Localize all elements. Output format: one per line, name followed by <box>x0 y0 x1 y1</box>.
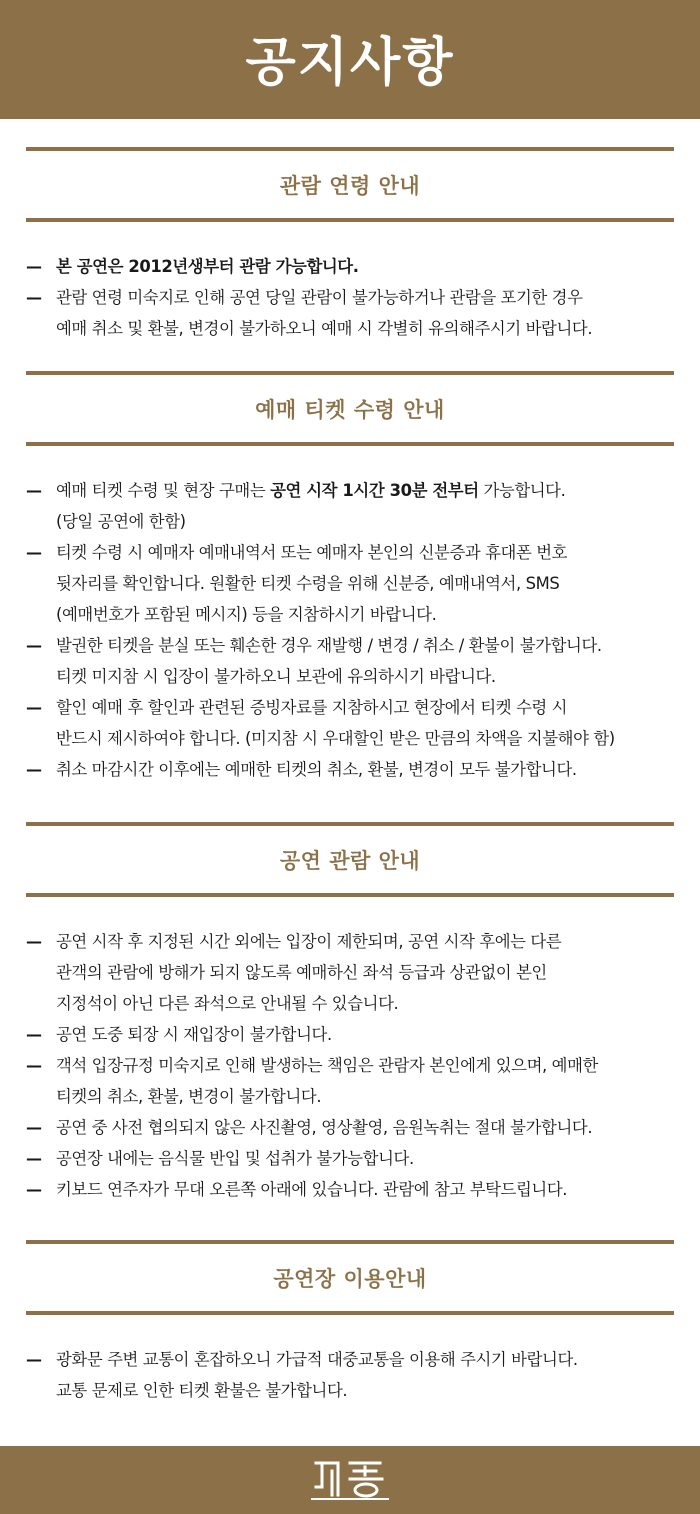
notice-line <box>56 1344 674 1375</box>
dash-bullet-icon: — <box>26 543 42 562</box>
notice-segment: 교통 문제로 인한 티켓 환불은 불가합니다. <box>56 1381 348 1400</box>
notice-item <box>26 1019 674 1050</box>
notice-line <box>56 282 674 313</box>
notice-segment: 예매 티켓 수령 및 현장 구매는 <box>56 481 271 500</box>
notice-text <box>56 1174 674 1205</box>
dash-bullet-icon: — <box>26 257 42 276</box>
notice-line <box>56 988 674 1019</box>
notice-item <box>26 1143 674 1174</box>
notice-segment: 발권한 티켓을 분실 또는 훼손한 경우 재발행 / 변경 / 취소 / 환불이 불가합니다. <box>56 636 602 655</box>
notice-text <box>56 754 674 785</box>
section-header <box>26 371 674 446</box>
section-title: 관람 연령 안내 <box>279 173 421 198</box>
notice-item <box>26 251 674 282</box>
dash-bullet-icon: — <box>26 1350 42 1369</box>
notice-text <box>56 630 674 692</box>
section-ticket-pickup <box>26 371 674 785</box>
notice-line <box>56 537 674 568</box>
notice-text <box>56 1019 674 1050</box>
notice-segment: 객석 입장규정 미숙지로 인해 발생하는 책임은 관람자 본인에게 있으며, 예매한 <box>56 1056 598 1075</box>
notice-item <box>26 475 674 537</box>
notice-item <box>26 754 674 785</box>
notice-item <box>26 1174 674 1205</box>
notice-line <box>56 1019 674 1050</box>
notice-line <box>56 692 674 723</box>
notice-line <box>56 1112 674 1143</box>
notice-line <box>56 568 674 599</box>
page-title: 공지사항 <box>245 33 455 93</box>
notice-segment: 티켓 수령 시 예매자 예매내역서 또는 예매자 본인의 신분증과 휴대폰 번호 <box>56 543 568 562</box>
notice-segment: 예매 취소 및 환불, 변경이 불가하오니 예매 시 각별히 유의해주시기 바랍니다. <box>56 319 593 338</box>
notice-segment: 지정석이 아닌 다른 좌석으로 안내될 수 있습니다. <box>56 994 399 1013</box>
notice-line <box>56 1375 674 1406</box>
page-header <box>0 0 700 119</box>
notice-line <box>56 1081 674 1112</box>
notice-text <box>56 537 674 630</box>
notice-line <box>56 251 674 282</box>
dash-bullet-icon: — <box>26 1118 42 1137</box>
notice-list <box>26 926 674 1205</box>
notice-item <box>26 1112 674 1143</box>
notice-line <box>56 661 674 692</box>
dash-bullet-icon: — <box>26 1056 42 1075</box>
notice-segment: (예매번호가 포함된 메시지) 등을 지참하시기 바랍니다. <box>56 605 437 624</box>
notice-line <box>56 1174 674 1205</box>
notice-segment: 반드시 제시하여야 합니다. (미지참 시 우대할인 받은 만큼의 차액을 지불해야 함) <box>56 729 615 748</box>
notice-emphasis: 본 공연은 2012년생부터 관람 가능합니다. <box>56 257 359 276</box>
notice-text <box>56 1050 674 1112</box>
dash-bullet-icon: — <box>26 288 42 307</box>
notice-text <box>56 926 674 1019</box>
notice-line <box>56 926 674 957</box>
notice-item <box>26 692 674 754</box>
notice-text <box>56 1112 674 1143</box>
notice-segment: 가능합니다. <box>478 481 566 500</box>
notice-line <box>56 957 674 988</box>
dash-bullet-icon: — <box>26 481 42 500</box>
notice-line <box>56 754 674 785</box>
dash-bullet-icon: — <box>26 1149 42 1168</box>
notice-segment: 뒷자리를 확인합니다. 원활한 티켓 수령을 위해 신분증, 예매내역서, SMS <box>56 574 560 593</box>
notice-segment: 티켓의 취소, 환불, 변경이 불가합니다. <box>56 1087 322 1106</box>
dash-bullet-icon: — <box>26 1180 42 1199</box>
dash-bullet-icon: — <box>26 1025 42 1044</box>
notice-text <box>56 1143 674 1174</box>
notice-segment: 공연 중 사전 협의되지 않은 사진촬영, 영상촬영, 음원녹취는 절대 불가합니다. <box>56 1118 593 1137</box>
notice-item <box>26 926 674 1019</box>
notice-segment: 티켓 미지참 시 입장이 불가하오니 보관에 유의하시기 바랍니다. <box>56 667 496 686</box>
notice-line <box>56 723 674 754</box>
notice-item <box>26 1344 674 1406</box>
section-venue-guide <box>26 1240 674 1406</box>
notice-segment: 관람 연령 미숙지로 인해 공연 당일 관람이 불가능하거나 관람을 포기한 경우 <box>56 288 583 307</box>
section-age-guide <box>26 147 674 344</box>
section-header <box>26 822 674 897</box>
dash-bullet-icon: — <box>26 636 42 655</box>
notice-line <box>56 1143 674 1174</box>
section-header <box>26 147 674 222</box>
notice-line <box>56 475 674 506</box>
notice-emphasis: 공연 시작 1시간 30분 전부터 <box>270 481 479 500</box>
notice-segment: 공연 도중 퇴장 시 재입장이 불가합니다. <box>56 1025 332 1044</box>
notice-segment: 공연장 내에는 음식물 반입 및 섭취가 불가능합니다. <box>56 1149 414 1168</box>
section-title: 예매 티켓 수령 안내 <box>255 397 445 422</box>
dash-bullet-icon: — <box>26 760 42 779</box>
notice-list <box>26 1344 674 1406</box>
notice-segment: 관객의 관람에 방해가 되지 않도록 예매하신 좌석 등급과 상관없이 본인 <box>56 963 547 982</box>
notice-line <box>56 313 674 344</box>
section-title: 공연 관람 안내 <box>279 848 421 873</box>
notice-segment: (당일 공연에 한함) <box>56 512 186 531</box>
dash-bullet-icon: — <box>26 932 42 951</box>
notice-line <box>56 506 674 537</box>
notice-text <box>56 1344 674 1406</box>
notice-text <box>56 282 674 344</box>
notice-line <box>56 630 674 661</box>
notice-segment: 공연 시작 후 지정된 시간 외에는 입장이 제한되며, 공연 시작 후에는 다른 <box>56 932 562 951</box>
notice-segment: 키보드 연주자가 무대 오른쪽 아래에 있습니다. 관람에 참고 부탁드립니다. <box>56 1180 568 1199</box>
dash-bullet-icon: — <box>26 698 42 717</box>
notice-item <box>26 282 674 344</box>
section-header <box>26 1240 674 1315</box>
notice-segment: 할인 예매 후 할인과 관련된 증빙자료를 지참하시고 현장에서 티켓 수령 시 <box>56 698 568 717</box>
notice-text <box>56 475 674 537</box>
notice-line <box>56 599 674 630</box>
notice-list <box>26 251 674 344</box>
notice-text <box>56 692 674 754</box>
section-viewing-guide <box>26 822 674 1205</box>
page-footer <box>0 1446 700 1514</box>
section-title: 공연장 이용안내 <box>273 1266 427 1291</box>
notice-line <box>56 1050 674 1081</box>
notice-item <box>26 630 674 692</box>
notice-list <box>26 475 674 785</box>
notice-item <box>26 1050 674 1112</box>
sejong-logo-icon <box>310 1457 390 1503</box>
notice-text <box>56 251 674 282</box>
notice-segment: 취소 마감시간 이후에는 예매한 티켓의 취소, 환불, 변경이 모두 불가합니다. <box>56 760 577 779</box>
notice-segment: 광화문 주변 교통이 혼잡하오니 가급적 대중교통을 이용해 주시기 바랍니다. <box>56 1350 578 1369</box>
notice-item <box>26 537 674 630</box>
